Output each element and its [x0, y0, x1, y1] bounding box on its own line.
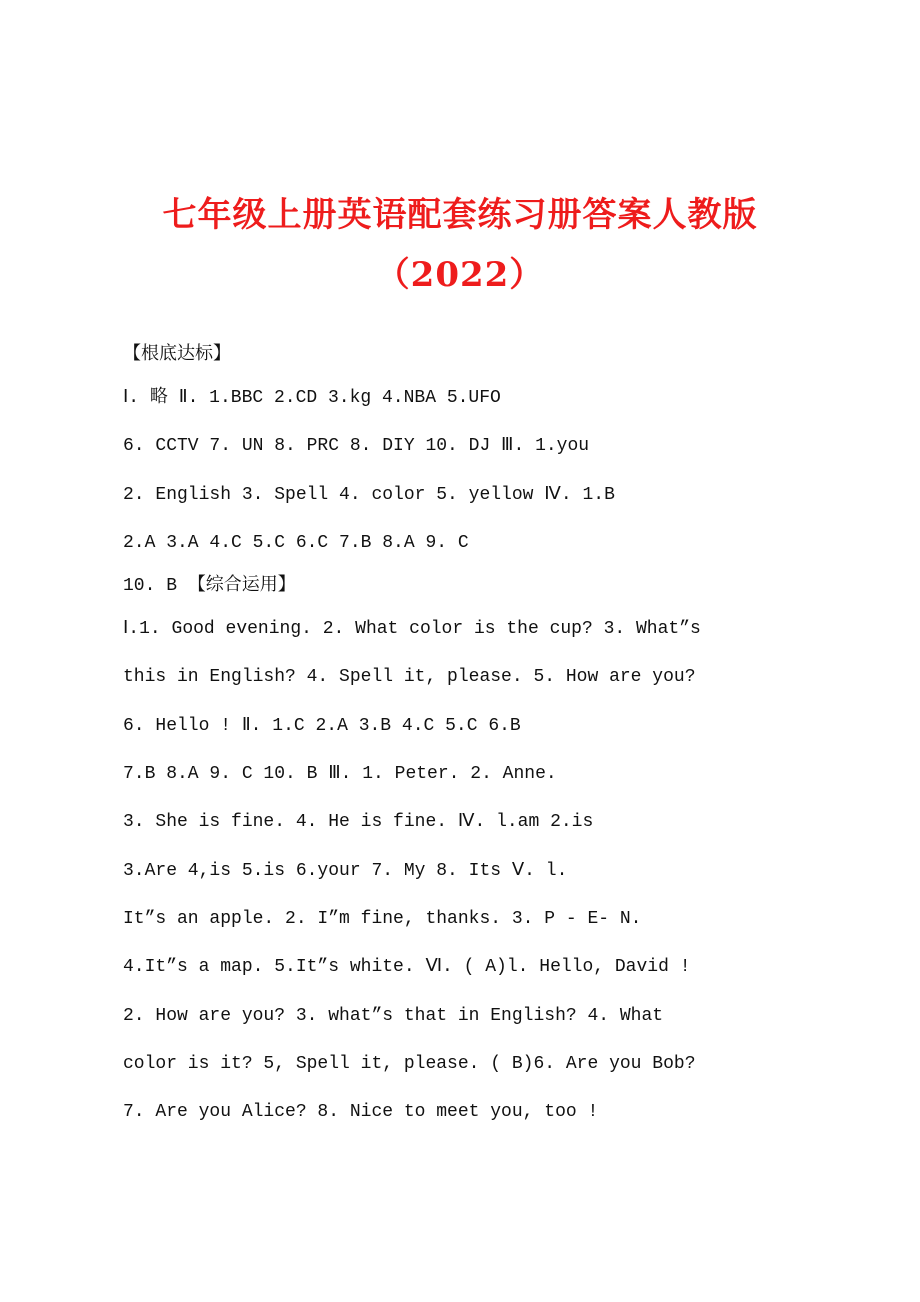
section-header-basic: 【根底达标】 [123, 345, 231, 365]
answer-line: It”s an apple. 2. I”m fine, thanks. 3. P - E- N. [123, 908, 642, 929]
answer-line: 4.It”s a map. 5.It”s white. Ⅵ. ( A)l. Hello, David ! [123, 957, 691, 978]
answer-line: 3.Are 4,is 5.is 6.your 7. My 8. Its Ⅴ. l. [123, 860, 568, 881]
document-subtitle-year: （2022） [375, 255, 545, 295]
answer-line: color is it? 5, Spell it, please. ( B)6. Are you Bob? [123, 1053, 696, 1074]
answer-line: 2. English 3. Spell 4. color 5. yellow Ⅳ. 1.B [123, 484, 615, 505]
answer-line: 2. How are you? 3. what”s that in English? 4. What [123, 1005, 664, 1026]
answer-line: 7. Are you Alice? 8. Nice to meet you, too ! [123, 1102, 599, 1123]
section-header-comprehensive: 10. B 【综合运用】 [123, 576, 296, 597]
answer-line: 6. CCTV 7. UN 8. PRC 8. DIY 10. DJ Ⅲ. 1.you [123, 436, 590, 457]
answer-line: Ⅰ.1. Good evening. 2. What color is the cup? 3. What”s [123, 619, 701, 640]
answer-line: this in English? 4. Spell it, please. 5. How are you? [123, 667, 696, 688]
answer-line: 7.B 8.A 9. C 10. B Ⅲ. 1. Peter. 2. Anne. [123, 764, 557, 785]
answer-line: Ⅰ. 略 Ⅱ. 1.BBC 2.CD 3.kg 4.NBA 5.UFO [123, 388, 501, 408]
answer-line: 2.A 3.A 4.C 5.C 6.C 7.B 8.A 9. C [123, 532, 469, 553]
document-title: 七年级上册英语配套练习册答案人教版 [162, 195, 758, 235]
answer-body [123, 336, 809, 1136]
answer-line: 6. Hello ! Ⅱ. 1.C 2.A 3.B 4.C 5.C 6.B [123, 715, 521, 736]
answer-line: 3. She is fine. 4. He is fine. Ⅳ. l.am 2.is [123, 812, 594, 833]
